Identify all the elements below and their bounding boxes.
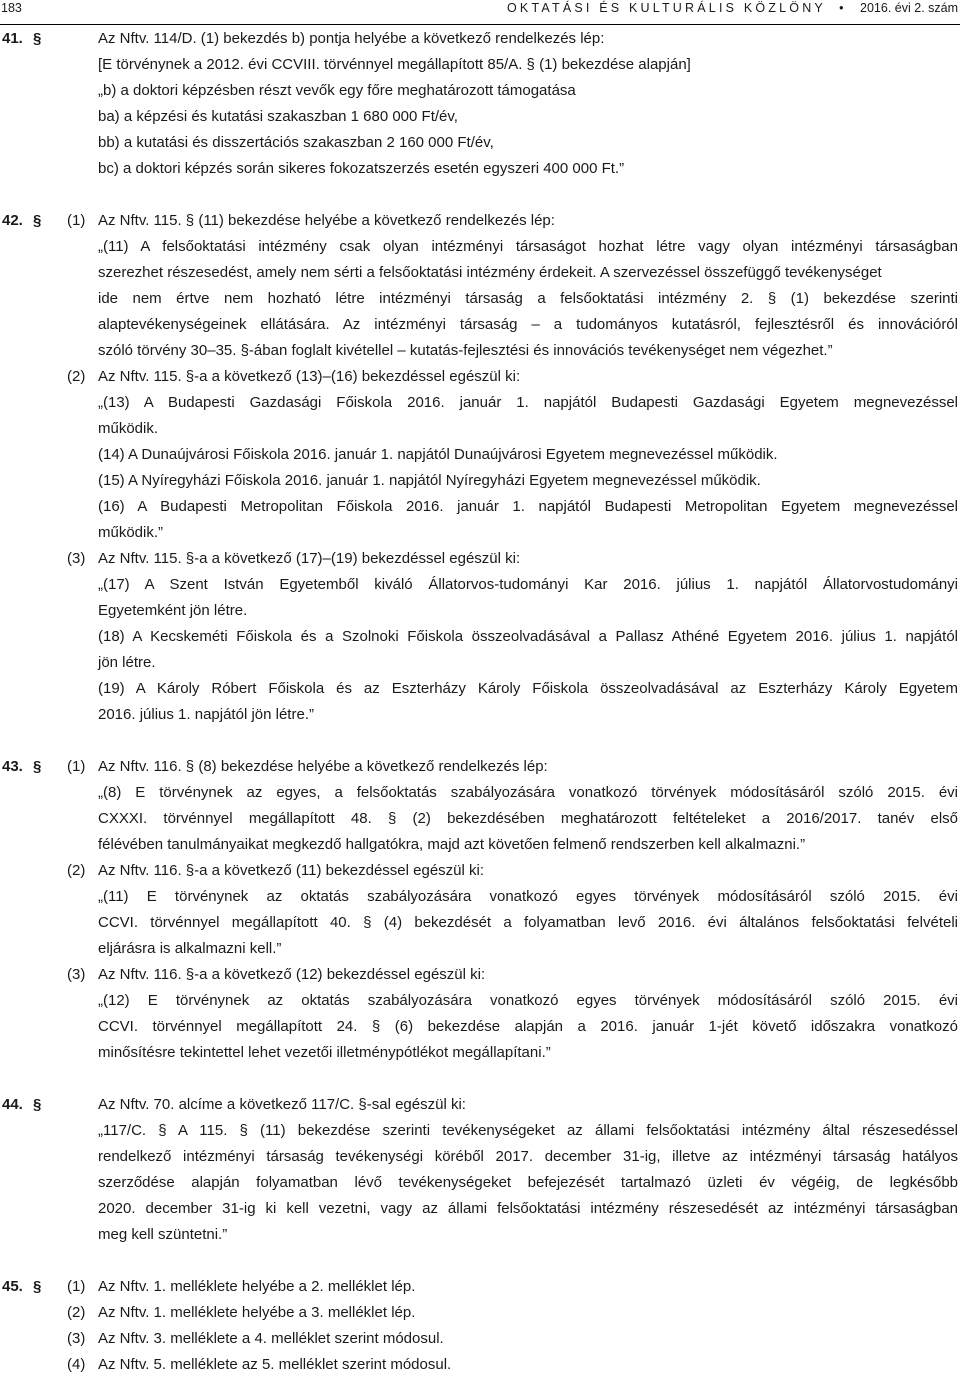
subsection-number: (3) (67, 550, 86, 567)
text-line: Az Nftv. 1. melléklete helyébe a 2. melléklet lép. (98, 1278, 416, 1295)
text-line: bb) a kutatási és disszertációs szakaszban 2 160 000 Ft/év, (98, 134, 494, 151)
section-sign: § (33, 30, 42, 47)
text-line: rendelkező intézményi társaság tevékenységi köréből 2017. december 31-ig, illetve az intézményi társaság hatályos (98, 1148, 958, 1165)
page-number: 183 (1, 1, 22, 15)
text-line: „117/C. § A 115. § (11) bekezdése szerinti tevékenységeket az állami felsőoktatási intézmény által részesedéssel (98, 1122, 958, 1139)
text-line: szóló törvény 30–35. §-ában foglalt kivétellel – kutatás-fejlesztési és innovációs tevékenységet nem végezhet.” (98, 342, 833, 359)
text-line: 2020. december 31-ig ki kell vezetni, vagy az állami felsőoktatási intézmény részesedését az intézményi társaságban (98, 1200, 958, 1217)
journal-title: OKTATÁSI ÉS KULTURÁLIS KÖZLÖNY • 2016. évi 2. szám (507, 1, 958, 15)
subsection-number: (2) (67, 1304, 86, 1321)
text-line: „(13) A Budapesti Gazdasági Főiskola 2016. január 1. napjától Budapesti Gazdasági Egyetem megnevezéssel (98, 394, 958, 411)
subsection-number: (3) (67, 966, 86, 983)
text-line: CCVI. törvénnyel megállapított 24. § (6) bekezdése alapján a 2016. január 1-jét követő időszakra vonatkozó (98, 1018, 958, 1035)
text-line: (19) A Károly Róbert Főiskola és az Eszterházy Károly Főiskola összeolvadásával az Eszterházy Károly Egyetem (98, 680, 958, 697)
text-line: Az Nftv. 116. §-a a következő (11) bekezdéssel egészül ki: (98, 862, 485, 879)
section-number: 43. (2, 758, 23, 775)
section-number: 41. (2, 30, 23, 47)
text-line: félévében tanulmányaikat megkezdő hallgatókra, majd azt követően felmenő rendszerben kell alkalmazni.” (98, 836, 806, 853)
section-sign: § (33, 1278, 42, 1295)
section-number: 45. (2, 1278, 23, 1295)
subsection-number: (1) (67, 1278, 86, 1295)
text-line: „(11) E törvénynek az oktatás szabályozására vonatkozó egyes törvények módosításáról szóló 2015. évi (98, 888, 958, 905)
section-sign: § (33, 212, 42, 229)
text-line: bc) a doktori képzés során sikeres fokozatszerzés esetén egyszeri 400 000 Ft.” (98, 160, 625, 177)
text-line: Az Nftv. 115. §-a a következő (17)–(19) bekezdéssel egészül ki: (98, 550, 521, 567)
text-line: Az Nftv. 3. melléklete a 4. melléklet szerint módosul. (98, 1330, 444, 1347)
text-line: CCVI. törvénnyel megállapított 40. § (4) bekezdését a folyamatban levő 2016. évi általános felsőoktatási felvételi (98, 914, 958, 931)
text-line: Egyetemként jön létre. (98, 602, 248, 619)
text-line: Az Nftv. 1. melléklete helyébe a 3. melléklet lép. (98, 1304, 416, 1321)
text-line: Az Nftv. 115. §-a a következő (13)–(16) bekezdéssel egészül ki: (98, 368, 521, 385)
text-line: [E törvénynek a 2012. évi CCVIII. törvénnyel megállapított 85/A. § (1) bekezdése alapján] (98, 56, 691, 73)
subsection-number: (2) (67, 368, 86, 385)
section-number: 44. (2, 1096, 23, 1113)
text-line: ba) a képzési és kutatási szakaszban 1 680 000 Ft/év, (98, 108, 458, 125)
text-line: szerződése alapján folyamatban lévő tevékenységeket befejezését tartalmazó üzleti év végéig, de legkésőbb (98, 1174, 958, 1191)
text-line: meg kell szüntetni.” (98, 1226, 228, 1243)
text-line: szerezhet részesedést, amely nem sérti a felsőoktatási intézmény érdekeit. A szervezéssel összefüggő tevékenységet (98, 264, 882, 281)
page-header (0, 0, 960, 25)
text-line: „(11) A felsőoktatási intézmény csak olyan intézményi társaságot hozhat létre vagy olyan intézményi társaságban (98, 238, 958, 255)
text-line: „(8) E törvénynek az egyes, a felsőoktatás szabályozására vonatkozó törvények módosításáról szóló 2015. évi (98, 784, 958, 801)
text-line: Az Nftv. 115. § (11) bekezdése helyébe a következő rendelkezés lép: (98, 212, 555, 229)
issue-label: 2016. évi 2. szám (860, 1, 958, 15)
text-line: eljárásra is alkalmazni kell.” (98, 940, 282, 957)
text-line: jön létre. (98, 654, 156, 671)
text-line: Az Nftv. 116. § (8) bekezdése helyébe a következő rendelkezés lép: (98, 758, 548, 775)
text-line: (14) A Dunaújvárosi Főiskola 2016. január 1. napjától Dunaújvárosi Egyetem megnevezéssel működik. (98, 446, 778, 463)
journal-name: OKTATÁSI ÉS KULTURÁLIS KÖZLÖNY (507, 1, 826, 15)
section-number: 42. (2, 212, 23, 229)
text-line: Az Nftv. 114/D. (1) bekezdés b) pontja helyébe a következő rendelkezés lép: (98, 30, 605, 47)
text-line: CXXXI. törvénnyel megállapított 48. § (2) bekezdésében meghatározott feltételeket a 2016/2017. tanév első (98, 810, 958, 827)
text-line: Az Nftv. 70. alcíme a következő 117/C. §-sal egészül ki: (98, 1096, 466, 1113)
subsection-number: (1) (67, 758, 86, 775)
text-line: „(17) A Szent István Egyetemből kiváló Állatorvos-tudományi Kar 2016. július 1. napjától Állatorvostudományi (98, 576, 958, 593)
text-line: Az Nftv. 116. §-a a következő (12) bekezdéssel egészül ki: (98, 966, 486, 983)
text-line: 2016. július 1. napjától jön létre.” (98, 706, 314, 723)
subsection-number: (3) (67, 1330, 86, 1347)
text-line: működik.” (98, 524, 164, 541)
text-line: „(12) E törvénynek az oktatás szabályozására vonatkozó egyes törvények módosításáról szóló 2015. évi (98, 992, 958, 1009)
section-sign: § (33, 1096, 42, 1113)
subsection-number: (4) (67, 1356, 86, 1373)
section-sign: § (33, 758, 42, 775)
text-line: minősítésre tekintettel lehet vezetői illetménypótlékot megállapítani.” (98, 1044, 551, 1061)
text-line: (18) A Kecskeméti Főiskola és a Szolnoki Főiskola összeolvadásával a Pallasz Athéné Egyetem 2016. július 1. napjától (98, 628, 958, 645)
text-line: működik. (98, 420, 159, 437)
text-line: Az Nftv. 5. melléklete az 5. melléklet szerint módosul. (98, 1356, 452, 1373)
subsection-number: (1) (67, 212, 86, 229)
text-line: „b) a doktori képzésben részt vevők egy főre meghatározott támogatása (98, 82, 576, 99)
subsection-number: (2) (67, 862, 86, 879)
text-line: alaptevékenységeinek ellátására. Az intézményi társaság – a tudományos kutatásról, fejlesztésről és innovációról (98, 316, 958, 333)
text-line: (16) A Budapesti Metropolitan Főiskola 2016. január 1. napjától Budapesti Metropolitan Egyetem megnevezéssel (98, 498, 958, 515)
text-line: (15) A Nyíregyházi Főiskola 2016. január 1. napjától Nyíregyházi Egyetem megnevezéssel működik. (98, 472, 761, 489)
text-line: ide nem értve nem hozható létre intézményi társaság a felsőoktatási intézmény 2. § (1) bekezdése szerinti (98, 290, 958, 307)
